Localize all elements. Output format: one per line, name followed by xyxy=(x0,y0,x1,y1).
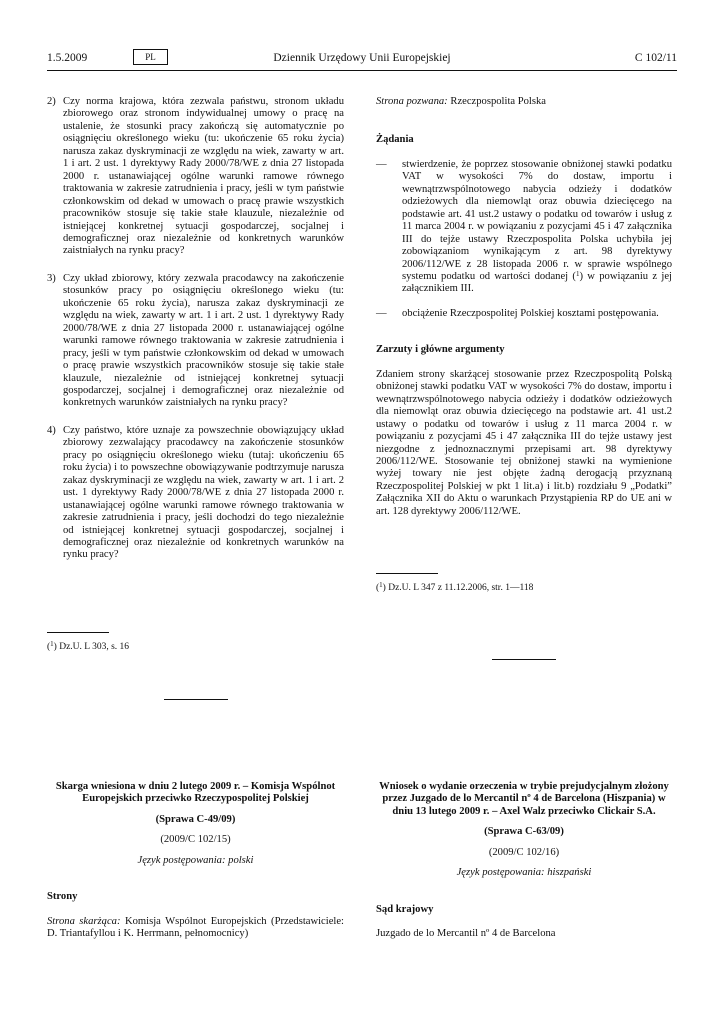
defendant-line xyxy=(376,96,672,108)
case-language: Język postępowania: hiszpański xyxy=(456,867,592,879)
claims-heading: Żądania xyxy=(376,134,414,146)
footnote-rule xyxy=(376,573,438,574)
applicant-value: Komisja Wspólnot Europejskich (Przedstawiciele: D. Triantafyllou i K. Herrmann, pełnomocnicy) xyxy=(47,915,344,940)
left-column-questions xyxy=(47,96,344,562)
header-rule xyxy=(47,70,677,71)
right-column-content xyxy=(376,96,672,518)
dash-mark: — xyxy=(376,307,387,319)
section-separator xyxy=(164,699,228,700)
question-item xyxy=(47,273,344,410)
page-reference: C 102/11 xyxy=(634,52,677,64)
applicant-label: Strona skarżąca: xyxy=(47,915,121,927)
header-date: 1.5.2009 xyxy=(47,52,88,64)
case-c49-09 xyxy=(47,781,344,941)
footnote-text: Dz.U. L 347 z 11.12.2006, str. 1—118 xyxy=(388,583,534,593)
question-text: Czy układ zbiorowy, który zezwala pracodawcy na zakończenie stosunków pracy po osiągnięciu określonego wieku (tu: ukończenie 65 roku życia), narusza zakaz dyskryminacji ze względu na wiek, zawarty w art. 1 i art. 2 ust. 1 dyrektywy Rady 2000/78/WE z dnia 27 listopada 2000 r. ustanawiającej ogólne warunki ramowe równego traktowania w zakresie zatrudnienia i pracy, jeśli w tym państwie członkowskim od dekad w umowach o pracę prawie wszystkich pracowników stosuje się takie stałe klauzule, niezależnie od istniejącej konkretnej sytuacji gospodarczej, socjalnej i demograficznej oraz niezależnie od konkretnych warunków zaistniałych na rynku pracy? xyxy=(63,272,344,409)
left-footnote: ($^1$) Dz.U. L 303, s. 16 xyxy=(47,640,130,652)
case-number: (Sprawa C-49/09) xyxy=(155,813,236,825)
footnote-marker: 1 xyxy=(50,640,54,648)
case-title: Skarga wniesiona w dniu 2 lutego 2009 r. – Komisja Wspólnot Europejskich przeciwko Rzeczypospolitej Polskiej xyxy=(55,781,336,805)
footnote-marker: 1 xyxy=(379,581,383,589)
court-value: Juzgado de lo Mercantil nº 4 de Barcelona xyxy=(376,928,556,940)
question-number: 4) xyxy=(47,424,56,436)
footnote-text: Dz.U. L 303, s. 16 xyxy=(59,642,130,652)
case-reference: (2009/C 102/16) xyxy=(488,846,560,858)
case-number: (Sprawa C-63/09) xyxy=(484,826,564,838)
defendant-label: Strona pozwana: xyxy=(376,96,448,107)
arguments-heading: Zarzuty i główne argumenty xyxy=(376,344,505,356)
defendant-value: Rzeczpospolita Polska xyxy=(450,96,546,107)
claim-text-continued: w powiązaniu z jej załącznikiem III. xyxy=(402,270,672,295)
case-reference: (2009/C 102/15) xyxy=(160,834,231,846)
question-item xyxy=(47,96,344,258)
applicant-line xyxy=(47,916,344,941)
footnote-rule xyxy=(47,632,109,633)
case-c63-09 xyxy=(376,781,672,941)
court-heading: Sąd krajowy xyxy=(376,903,434,915)
section-separator xyxy=(492,659,556,660)
case-title: Wniosek o wydanie orzeczenia w trybie prejudycjalnym złożony przez Juzgado de lo Mercantil nº 4 de Barcelona (Hiszpania) w dniu 13 lutego 2009 r. – Axel Walz przeciwko Clickair S.A. xyxy=(379,781,669,817)
arguments-text: Zdaniem strony skarżącej stosowanie przez Rzeczpospolitą Polską obniżonej stawki podatku VAT w wysokości 7% do dostaw, importu i wewnątrzwspólnotowego nabycia odzieży i dodatków odzieżowych dla niemowląt oraz obuwia dziecięcego na podstawie art. 41 ust.2 ustawy o podatku od towarów i usług z 11 marca 2004 r. w powiązaniu z pozycjami 45 i 47 załącznika III do tejże ustawy jest niezgodne z jednoznacznymi przepisami art. 98 dyrektywy 2006/112/WE. Stosowanie tej obniżonej stawki na wymienione wyżej towary nie jest objęte żadną derogacją przyznaną Rzeczpospolitej Polskiej w pkt 1 lit.a) i lit.b) rozdziału 9 „Podatki” Załącznika XII do Aktu o warunkach Przystąpienia RP do UE ani w art. 128 dyrektywy 2006/112/WE. xyxy=(376,368,672,517)
claim-item: — stwierdzenie, że poprzez stosowanie obniżonej stawki podatku VAT w wysokości 7% do dostaw, importu i wewnątrzwspólnotowego nabycia odzieży i dodatków odzieżowych dla niemowląt oraz obuwia dziecięcego na podstawie art. 41 ust.2 ustawy o podatku od towarów i usług z 11 marca 2004 r. w powiązaniu z pozycjami 45 i 47 załącznika III do tejże ustawy Rzeczpospolita Polska uchybiła jej zobowiązaniom wynikającym z art. 98 dyrektywy 2006/112/WE z 28 listopada 2006 r. w sprawie wspólnego systemu podatku od wartości dodanej ($^1$) w powiązaniu z jej załącznikiem III. xyxy=(376,158,672,295)
question-item xyxy=(47,425,344,562)
case-language: Język postępowania: polski xyxy=(137,854,254,866)
question-number: 3) xyxy=(47,272,56,284)
footnote-marker: 1 xyxy=(575,269,580,278)
question-text: Czy państwo, które uznaje za powszechnie obowiązujący układ zbiorowy zezwalający pracodawcy na zakończenie stosunków pracy po osiągnięciu określonego wieku (tutaj: ukończeniu 65 roku życia) i to powszechne obowiązywanie podtrzymuje narusza zakaz dyskryminacji ze względu na wiek, zawarty w art. 1 i art. 2 ust. 1 dyrektywy Rady 2000/78/WE z dnia 27 listopada 2000 r. ustanawiającej ogólne warunki ramowe równego traktowania w zakresie zatrudnienia i pracy, jeśli dochodzi do tego niezależnie od istniejącej konkretnej sytuacji gospodarczej, socjalnej i demograficznej oraz niezależnie od konkretnych warunków na rynku pracy? xyxy=(63,424,344,561)
right-footnote: ($^1$) Dz.U. L 347 z 11.12.2006, str. 1—118 xyxy=(376,581,534,593)
question-number: 2) xyxy=(47,96,56,107)
claim-text: stwierdzenie, że poprzez stosowanie obniżonej stawki podatku VAT w wysokości 7% do dostaw, importu i wewnątrzwspólnotowego nabycia odzieży i dodatków odzieżowych dla niemowląt oraz obuwia dziecięcego na podstawie art. 41 ust.2 ustawy o podatku od towarów i usług z 11 marca 2004 r. w powiązaniu z pozycjami 45 i 47 załącznika III do tejże ustawy Rzeczpospolita Polska uchybiła jej zobowiązaniom wynikającym z art. 98 dyrektywy 2006/112/WE z 28 listopada 2006 r. w sprawie wspólnego systemu podatku od wartości dodanej xyxy=(402,158,672,282)
claim-text: obciążenie Rzeczpospolitej Polskiej kosztami postępowania. xyxy=(402,307,659,319)
claim-item xyxy=(376,308,672,320)
journal-title: Dziennik Urzędowy Unii Europejskiej xyxy=(273,52,451,64)
question-text: Czy norma krajowa, która zezwala państwu, stronom układu zbiorowego oraz stronom indywidualnej umowy o pracę na ustalenie, że stosunki pracy zakończą się automatycznie po osiągnięciu określonego wieku (tu: ukończenie 65 roku życia) narusza zakaz dyskryminacji ze względu na wiek, zawarty w art. 1 i art. 2 ust. 1 dyrektywy Rady 2000/78/WE z dnia 27 listopada 2000 r. ustanawiającej ogólne warunki ramowe równego traktowania w zakresie zatrudnienia i pracy, jeśli w tym państwie członkowskim od dekad w umowach o pracę prawie wszystkich pracowników stosuje się takie stałe klauzule, niezależnie od istniejącej konkretnej sytuacji gospodarczej, socjalnej i demograficznej oraz niezależnie od konkretnych warunków zaistniałych na rynku pracy? xyxy=(63,96,344,257)
dash-mark: — xyxy=(376,158,387,170)
language-code-box: PL xyxy=(133,49,168,65)
parties-heading: Strony xyxy=(47,891,78,903)
